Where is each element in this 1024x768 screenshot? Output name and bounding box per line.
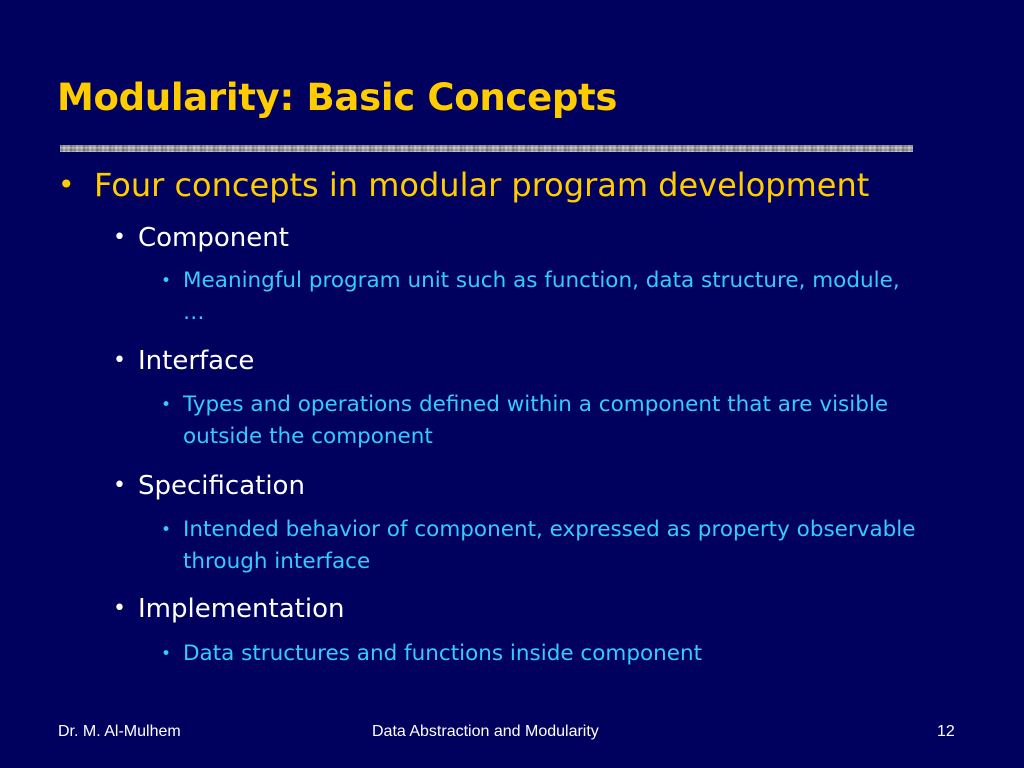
- footer-course-title: Data Abstraction and Modularity: [372, 723, 599, 740]
- concept-component-detail: [161, 265, 923, 329]
- concept-interface: [113, 344, 254, 378]
- bullet-dot-icon: •: [113, 225, 126, 250]
- concept-specification: [113, 469, 305, 503]
- bullet-dot-icon: •: [161, 644, 172, 664]
- concept-detail: Meaningful program unit such as function, data structure, module, …: [183, 268, 900, 325]
- concept-specification-detail: [161, 514, 923, 578]
- concept-component: [113, 221, 289, 255]
- concept-name: Specification: [138, 471, 305, 501]
- bullet-dot-icon: •: [161, 395, 172, 415]
- concept-implementation-detail: [161, 638, 923, 670]
- concept-detail: Types and operations defined within a component that are visible outside the component: [183, 392, 889, 449]
- main-bullet-text: Four concepts in modular program development: [94, 166, 870, 204]
- concept-name: Interface: [138, 346, 255, 376]
- concept-interface-detail: [161, 389, 923, 453]
- bullet-dot-icon: •: [161, 271, 172, 291]
- main-bullet: [58, 165, 869, 205]
- bullet-dot-icon: •: [113, 596, 126, 621]
- bullet-dot-icon: •: [161, 520, 172, 540]
- concept-implementation: [113, 592, 344, 626]
- concept-name: Implementation: [138, 594, 345, 624]
- footer-author: Dr. M. Al-Mulhem: [58, 723, 181, 740]
- concept-name: Component: [138, 223, 289, 253]
- bullet-dot-icon: •: [113, 348, 126, 373]
- slide-title: Modularity: Basic Concepts: [57, 76, 618, 119]
- footer-page-number: 12: [937, 723, 955, 740]
- concept-detail: Intended behavior of component, expressed as property observable through interface: [183, 517, 916, 574]
- title-divider: [60, 145, 913, 152]
- concept-detail: Data structures and functions inside component: [183, 641, 703, 666]
- bullet-dot-icon: •: [113, 473, 126, 498]
- bullet-dot-icon: •: [58, 168, 75, 201]
